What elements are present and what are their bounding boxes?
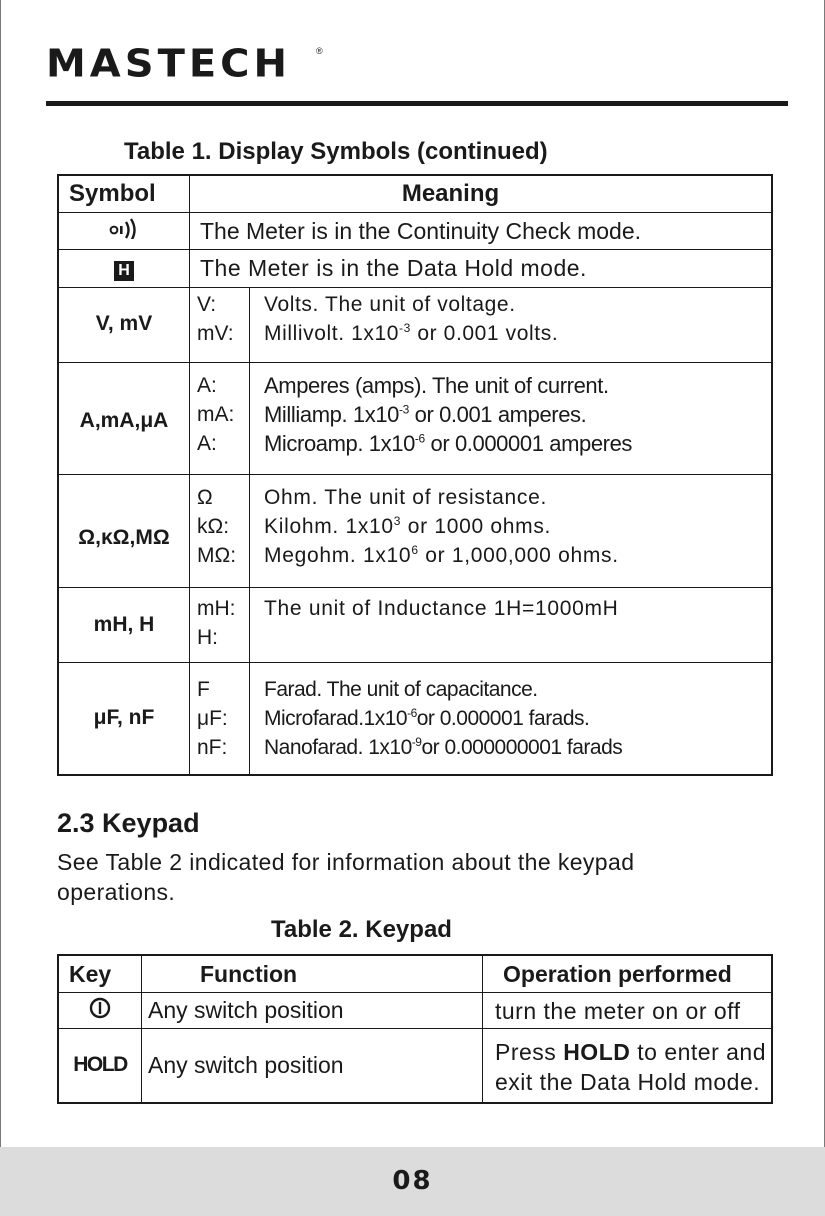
description-text: Microfarad.1x10 — [264, 707, 408, 730]
volts-symbol: V, mV — [58, 288, 190, 363]
exponent: -6 — [407, 706, 417, 720]
description-text: or 1,000,000 ohms. — [418, 544, 619, 567]
table-row — [58, 250, 772, 288]
hold-key-name: HOLD — [563, 1039, 631, 1065]
operation-text: Press — [495, 1039, 564, 1065]
description-text: or 0.000001 farads. — [416, 707, 590, 730]
hold-meaning: The Meter is in the Data Hold mode. — [190, 250, 773, 288]
continuity-symbol-cell — [58, 213, 190, 250]
table1-caption: Table 1. Display Symbols (continued) — [124, 138, 548, 165]
section-heading: 2.3 Keypad — [57, 808, 200, 838]
keypad-table — [57, 954, 773, 1104]
section-paragraph: See Table 2 indicated for information about the keypad operations. — [57, 849, 635, 905]
prefix-label: μF: — [197, 707, 228, 730]
exponent: -6 — [414, 431, 425, 446]
description-line: Farad. The unit of capacitance. — [264, 678, 538, 701]
amps-prefixes — [190, 363, 250, 475]
hold-operation — [483, 1029, 773, 1103]
description-line — [264, 704, 771, 733]
symbol-header: Symbol — [58, 175, 190, 213]
description-text: or 0.001 volts. — [410, 322, 559, 345]
description-line: Volts. The unit of voltage. — [264, 293, 516, 316]
prefix-label: nF: — [197, 736, 228, 759]
display-symbols-table — [57, 174, 773, 776]
table-header-row — [58, 955, 772, 993]
power-operation: turn the meter on or off — [483, 993, 773, 1029]
table-row — [58, 475, 772, 588]
exponent: 6 — [411, 543, 419, 557]
prefix-label: H: — [197, 626, 218, 649]
exponent: -9 — [411, 735, 422, 749]
henry-descriptions — [250, 588, 773, 663]
operation-text: to enter and exit the Data Hold mode. — [495, 1039, 767, 1095]
description-text: Nanofarad. 1x10 — [264, 736, 412, 759]
page-border-left — [0, 0, 1, 1216]
brand-logo: MASTECH — [46, 42, 292, 86]
key-header: Key — [58, 955, 142, 993]
description-line — [264, 429, 771, 458]
henry-prefixes — [190, 588, 250, 663]
description-text: Kilohm. 1x10 — [264, 515, 394, 538]
description-text: or 1000 ohms. — [401, 515, 552, 538]
table2-caption: Table 2. Keypad — [271, 916, 452, 943]
exponent: 3 — [393, 514, 402, 528]
volts-prefixes — [190, 288, 250, 363]
function-header: Function — [142, 955, 483, 993]
prefix-label: mV: — [197, 322, 234, 345]
prefix-label: F — [197, 678, 210, 701]
page-number: 08 — [392, 1166, 433, 1196]
table-row — [58, 588, 772, 663]
table-row — [58, 993, 772, 1029]
ohms-descriptions — [250, 475, 773, 588]
description-text: Microamp. 1x10 — [264, 431, 415, 456]
prefix-label: MΩ: — [197, 544, 237, 567]
description-text: or 0.000000001 farads — [421, 736, 623, 759]
description-line — [264, 512, 771, 541]
table-row — [58, 363, 772, 475]
continuity-sound-icon — [107, 217, 141, 239]
amps-descriptions — [250, 363, 773, 475]
description-text: or 0.000001 amperes — [424, 431, 633, 456]
table-row — [58, 1029, 772, 1103]
table-row — [58, 288, 772, 363]
power-function: Any switch position — [142, 993, 483, 1029]
table-row — [58, 663, 772, 775]
prefix-label: Ω — [197, 486, 213, 509]
table-row — [58, 213, 772, 250]
description-text: Milliamp. 1x10 — [264, 402, 400, 427]
prefix-label: mH: — [197, 597, 236, 620]
henry-symbol: mH, H — [58, 588, 190, 663]
hold-indicator-icon: H — [114, 261, 134, 281]
meaning-header: Meaning — [190, 175, 773, 213]
description-line — [264, 541, 771, 570]
hold-symbol-cell — [58, 250, 190, 288]
farad-prefixes — [190, 663, 250, 775]
description-line — [264, 319, 771, 348]
ohms-symbol: Ω,κΩ,MΩ — [58, 475, 190, 588]
exponent: -3 — [399, 321, 411, 335]
power-icon — [89, 997, 111, 1019]
description-text: Megohm. 1x10 — [264, 544, 412, 567]
description-text: Millivolt. 1x10 — [264, 322, 400, 345]
description-line: Ohm. The unit of resistance. — [264, 486, 548, 509]
farad-symbol: μF, nF — [58, 663, 190, 775]
description-text: or 0.001 amperes. — [408, 402, 587, 427]
volts-descriptions — [250, 288, 773, 363]
registered-mark: ® — [316, 46, 323, 56]
exponent: -3 — [399, 402, 409, 417]
power-key-cell — [58, 993, 142, 1029]
description-line — [264, 400, 771, 429]
prefix-label: kΩ: — [197, 515, 230, 538]
description-line: Amperes (amps). The unit of current. — [264, 373, 609, 398]
ohms-prefixes — [190, 475, 250, 588]
description-line: The unit of Inductance 1H=1000mH — [264, 597, 619, 620]
operation-header: Operation performed — [483, 955, 773, 993]
prefix-label: A: — [197, 374, 217, 397]
prefix-label: A: — [197, 432, 217, 455]
amps-symbol: A,mA,μA — [58, 363, 190, 475]
table-header-row — [58, 175, 772, 213]
hold-function: Any switch position — [142, 1029, 483, 1103]
continuity-meaning: The Meter is in the Continuity Check mode. — [190, 213, 773, 250]
description-line — [264, 733, 771, 762]
header-rule — [46, 101, 788, 106]
prefix-label: V: — [197, 293, 217, 316]
farad-descriptions — [250, 663, 773, 775]
hold-key: HOLD — [58, 1029, 142, 1103]
prefix-label: mA: — [197, 403, 235, 426]
